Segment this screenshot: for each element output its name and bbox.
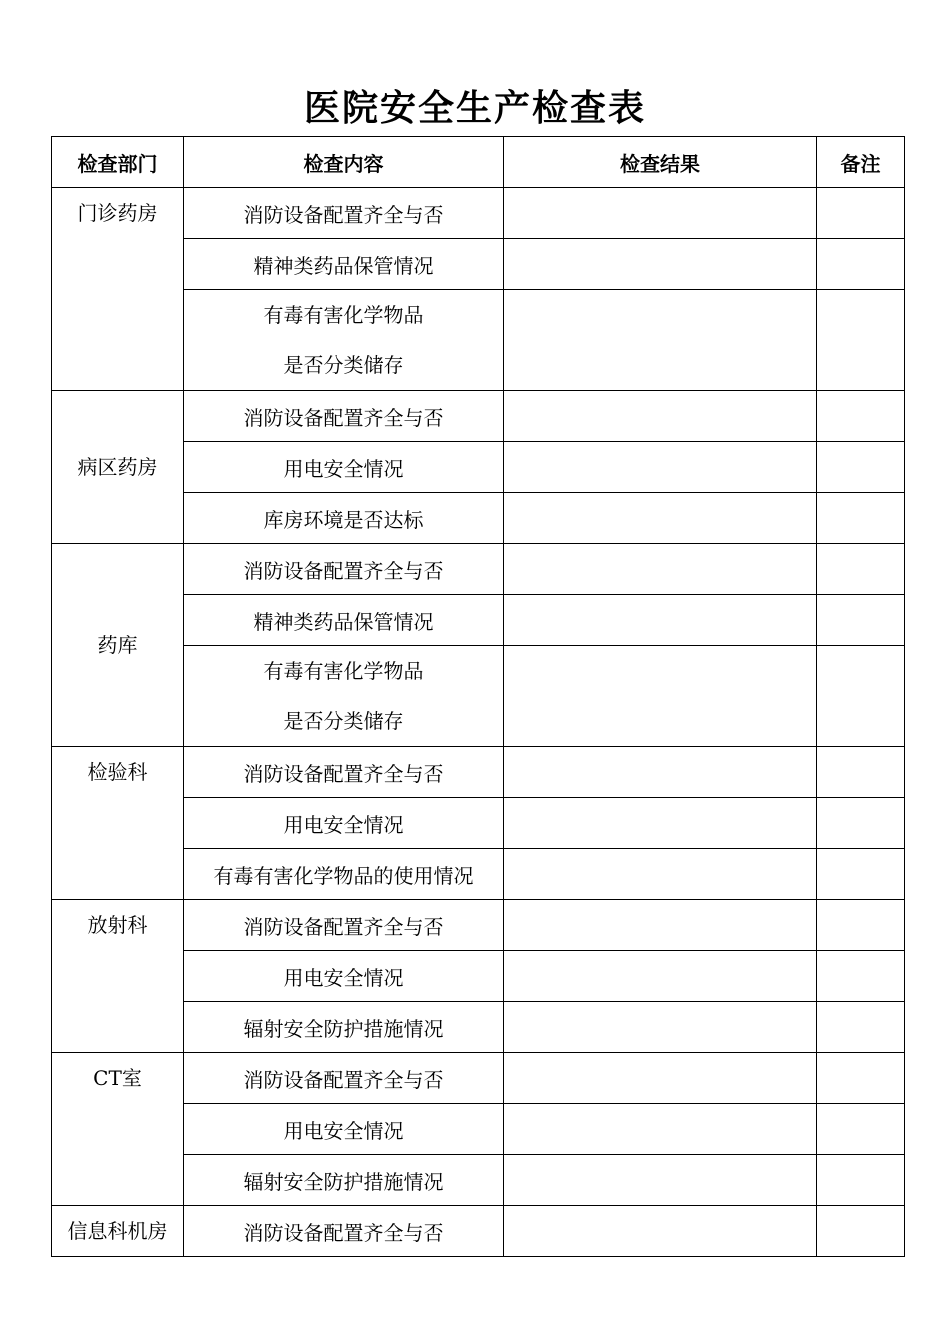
content-cell: 消防设备配置齐全与否 xyxy=(184,544,504,595)
header-remark: 备注 xyxy=(817,137,905,188)
result-cell[interactable] xyxy=(504,900,817,951)
result-cell[interactable] xyxy=(504,391,817,442)
header-content: 检查内容 xyxy=(184,137,504,188)
result-cell[interactable] xyxy=(504,747,817,798)
table-row xyxy=(52,391,905,442)
result-cell[interactable] xyxy=(504,442,817,493)
content-line: 是否分类储存 xyxy=(283,353,404,377)
content-cell xyxy=(184,290,504,391)
remark-cell[interactable] xyxy=(817,442,905,493)
department-cell: 病区药房 xyxy=(52,391,184,544)
remark-cell[interactable] xyxy=(817,1104,905,1155)
result-cell[interactable] xyxy=(504,188,817,239)
remark-cell[interactable] xyxy=(817,951,905,1002)
content-cell: 精神类药品保管情况 xyxy=(184,595,504,646)
content-line: 是否分类储存 xyxy=(283,709,404,733)
result-cell[interactable] xyxy=(504,595,817,646)
header-department: 检查部门 xyxy=(52,137,184,188)
remark-cell[interactable] xyxy=(817,290,905,391)
content-cell: 消防设备配置齐全与否 xyxy=(184,747,504,798)
remark-cell[interactable] xyxy=(817,900,905,951)
content-cell: 辐射安全防护措施情况 xyxy=(184,1002,504,1053)
remark-cell[interactable] xyxy=(817,747,905,798)
remark-cell[interactable] xyxy=(817,493,905,544)
result-cell[interactable] xyxy=(504,646,817,747)
content-cell: 消防设备配置齐全与否 xyxy=(184,1206,504,1257)
inspection-table xyxy=(51,136,905,1257)
remark-cell[interactable] xyxy=(817,188,905,239)
department-cell: 信息科机房 xyxy=(52,1206,184,1257)
remark-cell[interactable] xyxy=(817,391,905,442)
department-cell: 放射科 xyxy=(52,900,184,1053)
remark-cell[interactable] xyxy=(817,1002,905,1053)
remark-cell[interactable] xyxy=(817,1053,905,1104)
content-line: 有毒有害化学物品 xyxy=(263,659,424,683)
result-cell[interactable] xyxy=(504,951,817,1002)
table-row xyxy=(52,1206,905,1257)
department-cell: CT室 xyxy=(52,1053,184,1206)
table-row xyxy=(52,1053,905,1104)
table-row xyxy=(52,900,905,951)
content-cell: 有毒有害化学物品的使用情况 xyxy=(184,849,504,900)
header-result: 检查结果 xyxy=(504,137,817,188)
result-cell[interactable] xyxy=(504,1104,817,1155)
result-cell[interactable] xyxy=(504,1206,817,1257)
content-cell: 库房环境是否达标 xyxy=(184,493,504,544)
content-cell: 用电安全情况 xyxy=(184,1104,504,1155)
content-cell: 消防设备配置齐全与否 xyxy=(184,900,504,951)
content-cell xyxy=(184,646,504,747)
result-cell[interactable] xyxy=(504,290,817,391)
content-cell: 消防设备配置齐全与否 xyxy=(184,1053,504,1104)
remark-cell[interactable] xyxy=(817,239,905,290)
result-cell[interactable] xyxy=(504,849,817,900)
content-cell: 用电安全情况 xyxy=(184,798,504,849)
remark-cell[interactable] xyxy=(817,595,905,646)
department-cell: 门诊药房 xyxy=(52,188,184,391)
remark-cell[interactable] xyxy=(817,646,905,747)
content-cell: 消防设备配置齐全与否 xyxy=(184,188,504,239)
content-cell: 用电安全情况 xyxy=(184,951,504,1002)
department-cell: 药库 xyxy=(52,544,184,747)
table-row xyxy=(52,544,905,595)
result-cell[interactable] xyxy=(504,1155,817,1206)
remark-cell[interactable] xyxy=(817,798,905,849)
content-cell: 消防设备配置齐全与否 xyxy=(184,391,504,442)
result-cell[interactable] xyxy=(504,239,817,290)
table-row xyxy=(52,747,905,798)
page-title: 医院安全生产检查表 xyxy=(303,88,646,129)
content-cell: 精神类药品保管情况 xyxy=(184,239,504,290)
content-cell: 辐射安全防护措施情况 xyxy=(184,1155,504,1206)
content-line: 有毒有害化学物品 xyxy=(263,303,424,327)
result-cell[interactable] xyxy=(504,493,817,544)
remark-cell[interactable] xyxy=(817,1206,905,1257)
content-cell: 用电安全情况 xyxy=(184,442,504,493)
department-cell: 检验科 xyxy=(52,747,184,900)
header-row xyxy=(52,137,905,188)
remark-cell[interactable] xyxy=(817,1155,905,1206)
result-cell[interactable] xyxy=(504,798,817,849)
table-row xyxy=(52,188,905,239)
result-cell[interactable] xyxy=(504,544,817,595)
remark-cell[interactable] xyxy=(817,849,905,900)
result-cell[interactable] xyxy=(504,1053,817,1104)
result-cell[interactable] xyxy=(504,1002,817,1053)
remark-cell[interactable] xyxy=(817,544,905,595)
